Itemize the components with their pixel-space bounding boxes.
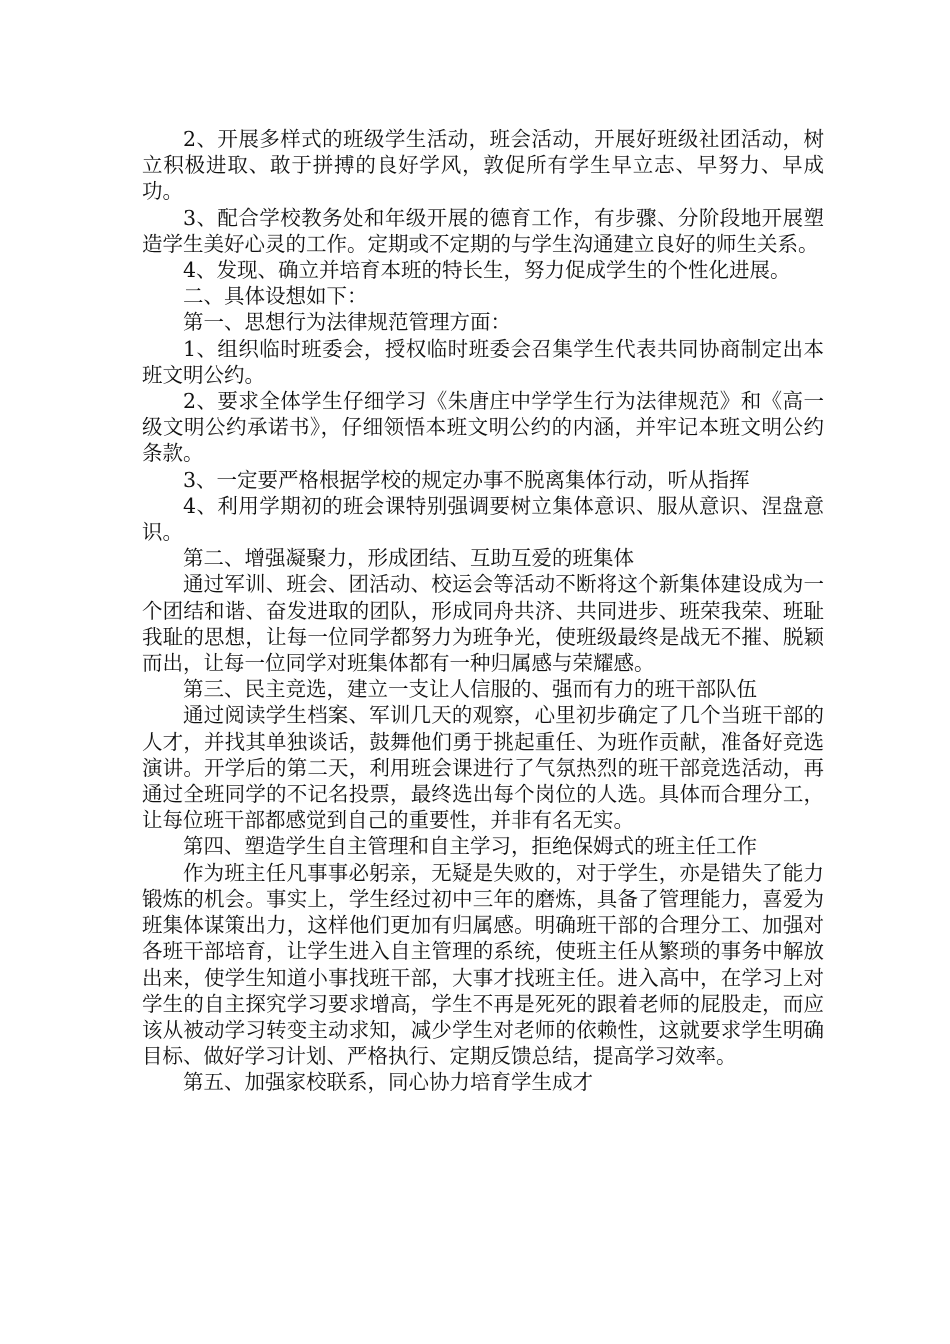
paragraph-moral-education: 3、配合学校教务处和年级开展的德育工作，有步骤、分阶段地开展塑造学生美好心灵的工作。定期或不定期的与学生沟通建立良好的师生关系。 — [142, 205, 824, 256]
paragraph-collective-awareness: 4、利用学期初的班会课特别强调要树立集体意识、服从意识、涅盘意识。 — [142, 493, 824, 545]
paragraph-team-building: 通过军训、班会、团活动、校运会等活动不断将这个新集体建设成为一个团结和谐、奋发进取的团队，形成同舟共济、共同进步、班荣我荣、班耻我耻的思想，让每一位同学都努力为班争光，使班级最终是战无不摧、脱颖而出，让每一位同学对班集体都有一种归属感与荣耀感。 — [142, 572, 824, 676]
paragraph-activities: 2、开展多样式的班级学生活动，班会活动，开展好班级社团活动，树立积极进取、敢于拼搏的良好学风，敦促所有学生早立志、早努力、早成功。 — [142, 127, 824, 204]
subheading-behavior-management: 第一、思想行为法律规范管理方面： — [183, 310, 511, 335]
subheading-self-management: 第四、塑造学生自主管理和自主学习，拒绝保姆式的班主任工作 — [183, 834, 757, 859]
paragraph-talented-students: 4、发现、确立并培育本班的特长生，努力促成学生的个性化进展。 — [183, 258, 791, 283]
section-heading-specific-plans: 二、具体设想如下： — [183, 284, 368, 309]
subheading-election: 第三、民主竞选，建立一支让人信服的、强而有力的班干部队伍 — [183, 677, 757, 702]
paragraph-study-rules: 2、要求全体学生仔细学习《朱唐庄中学学生行为法律规范》和《高一级文明公约承诺书》，仔细领悟本班文明公约的内涵，并牢记本班文明公约条款。 — [142, 389, 824, 466]
paragraph-self-management: 作为班主任凡事事必躬亲，无疑是失败的，对于学生，亦是错失了能力锻炼的机会。事实上，学生经过初中三年的磨炼，具备了管理能力，喜爱为班集体谋策出力，这样他们更加有归属感。明确班干部的合理分工、加强对各班干部培育，让学生进入自主管理的系统，使班主任从繁琐的事务中解放出来，使学生知道小事找班干部，大事才找班主任。进入高中，在学习上对学生的自主探究学习要求增高，学生不再是死死的跟着老师的屁股走，而应该从被动学习转变主动求知，减少学生对老师的依赖性，这就要求学生明确目标、做好学习计划、严格执行、定期反馈总结，提高学习效率。 — [142, 860, 824, 1069]
subheading-home-school: 第五、加强家校联系，同心协力培育学生成才 — [183, 1070, 593, 1095]
paragraph-cadre-election: 通过阅读学生档案、军训几天的观察，心里初步确定了几个当班干部的人才，并找其单独谈话，鼓舞他们勇于挑起重任、为班作贡献，准备好竞选演讲。开学后的第二天，利用班会课进行了气氛热烈的班干部竞选活动，再通过全班同学的不记名投票，最终选出每个岗位的人选。具体而合理分工，让每位班干部都感觉到自己的重要性，并非有名无实。 — [142, 703, 824, 833]
paragraph-follow-rules: 3、一定要严格根据学校的规定办事不脱离集体行动，听从指挥 — [183, 467, 750, 492]
paragraph-temporary-committee: 1、组织临时班委会，授权临时班委会召集学生代表共同协商制定出本班文明公约。 — [142, 336, 824, 387]
subheading-cohesion: 第二、增强凝聚力，形成团结、互助互爱的班集体 — [183, 546, 634, 571]
document-page — [142, 126, 824, 1096]
